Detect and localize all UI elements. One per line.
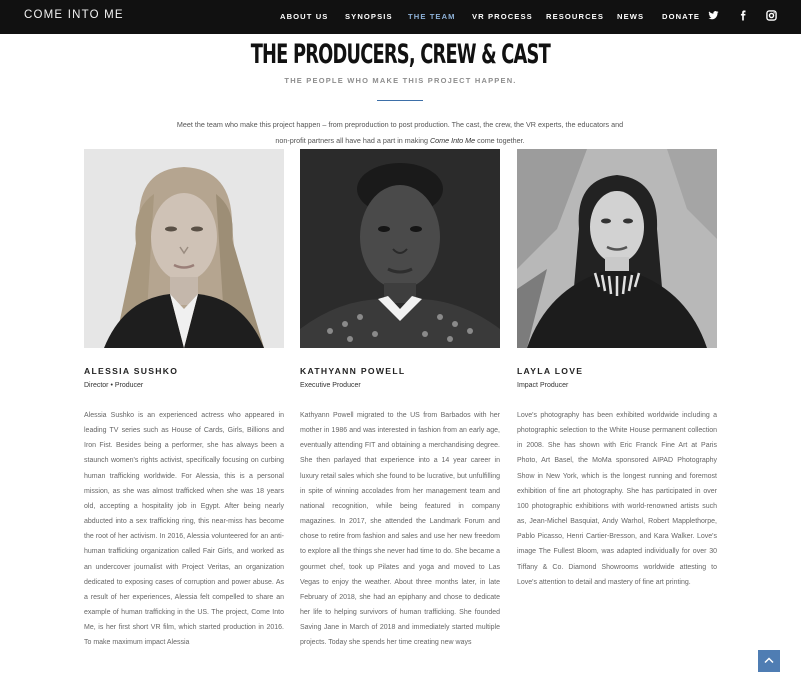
intro-text-b: come together. [475, 135, 525, 145]
top-navbar [0, 0, 801, 34]
site-logo[interactable]: COME INTO ME [24, 9, 124, 21]
member-role: Executive Producer [300, 382, 361, 389]
page-subtitle: THE PEOPLE WHO MAKE THIS PROJECT HAPPEN. [284, 76, 517, 85]
member-name: LAYLA LOVE [517, 366, 584, 376]
member-role: Director • Producer [84, 382, 144, 389]
instagram-icon[interactable] [766, 10, 778, 22]
member-bio: Alessia Sushko is an experienced actress who appeared in leading TV series such as House of Cards, Girls, Billions and Iron Fist. Besides being a performer, she has always been a staunch women's rights activist, specifically focusing on curbing human trafficking worldwide. For Alessia, this is a personal mission, as she was almost trafficked when she was 18 years old, accepting a hospitality job in Egypt. After being nearly abducted into a sex trafficking ring, this near-miss has become the root of her activism. In 2016, Alessia volunteered for an anti-human trafficking organization called Fair Girls, and worked as an undercover journalist with Project Veritas, an organization dedicated to exposing cases of corruption and power abuse. As a result of her experiences, Alessia felt compelled to share an example of human trafficking in the US. The project, Come Into Me, is her first short VR film, which started production in 2016. To make maximum impact Alessia [84, 412, 284, 647]
back-to-top-button[interactable] [758, 650, 780, 672]
nav-donate[interactable]: DONATE [662, 12, 701, 21]
page-title: THE PRODUCERS, CREW & CAST [250, 39, 550, 70]
nav-synopsis[interactable]: SYNOPSIS [345, 12, 393, 21]
twitter-icon[interactable] [708, 10, 720, 22]
member-bio: Love's photography has been exhibited worldwide including a photographic selection to the White House permanent collection in 2008. She has shown with Eric Franck Fine Art at Paris Photo, Art Basel, the MoMa sponsored AIPAD Photography Show in New York, which is the longest running and foremost exhibition of fine art photography. She has participated in over 100 photographic exhibitions with world-renowned artists such as, Jean-Michel Basquiat, Andy Warhol, Robert Mapplethorpe, Pablo Picasso, Henri Cartier-Bresson, and Kara Walker. Love's image The Fullest Bloom, was adapted individually for over 30 Tiffany & Co. Diamond Showrooms worldwide attesting to Love's attention to detail and mastery of fine art printing. [517, 412, 717, 586]
nav-news[interactable]: NEWS [617, 12, 645, 21]
nav-about-us[interactable]: ABOUT US [280, 12, 329, 21]
chevron-up-icon [764, 656, 774, 664]
member-name: KATHYANN POWELL [300, 366, 406, 376]
intro-text-a: Meet the team who make this project happen – from preproduction to post production. The cast, the crew, the VR experts, the educators and non-profit partners all have had a part in making [176, 120, 624, 145]
photo-layla-love [517, 149, 717, 348]
intro-film-title: Come Into Me [429, 135, 476, 145]
photo-kathyann-powell [300, 149, 500, 348]
nav-vr-process[interactable]: VR PROCESS [472, 12, 533, 21]
photo-alessia-sushko [84, 149, 284, 348]
intro-paragraph [170, 117, 630, 148]
title-divider [377, 100, 423, 101]
nav-the-team[interactable]: THE TEAM [408, 12, 456, 21]
facebook-icon[interactable] [738, 10, 750, 22]
member-role: Impact Producer [517, 382, 569, 389]
member-name: ALESSIA SUSHKO [84, 366, 179, 376]
member-bio: Kathyann Powell migrated to the US from Barbados with her mother in 1986 and was interested in fashion from an early age, eventually attending FIT and obtaining a merchandising degree. She then parlayed that experience into a 14 year career in luxury retail sales which she found to be lucrative, but unfulfilling in spite of winning accolades from her management team and national recognition, while being featured in company magazines. In 2017, she attended the Landmark Forum and chose to retire from fashion and sales and use her new freedom to explore all the things she never had time to do. She became a gourmet chef, took up Pilates and yoga and moved to Las Vegas to enjoy the weather. About three months later, in late February of 2018, she had an epiphany and chose to dedicate her life to helping survivors of human trafficking. She founded Saving Jane in March of 2018 and immediately started multiple projects. Today she spends her time creating new ways [300, 412, 501, 647]
nav-resources[interactable]: RESOURCES [546, 12, 605, 21]
